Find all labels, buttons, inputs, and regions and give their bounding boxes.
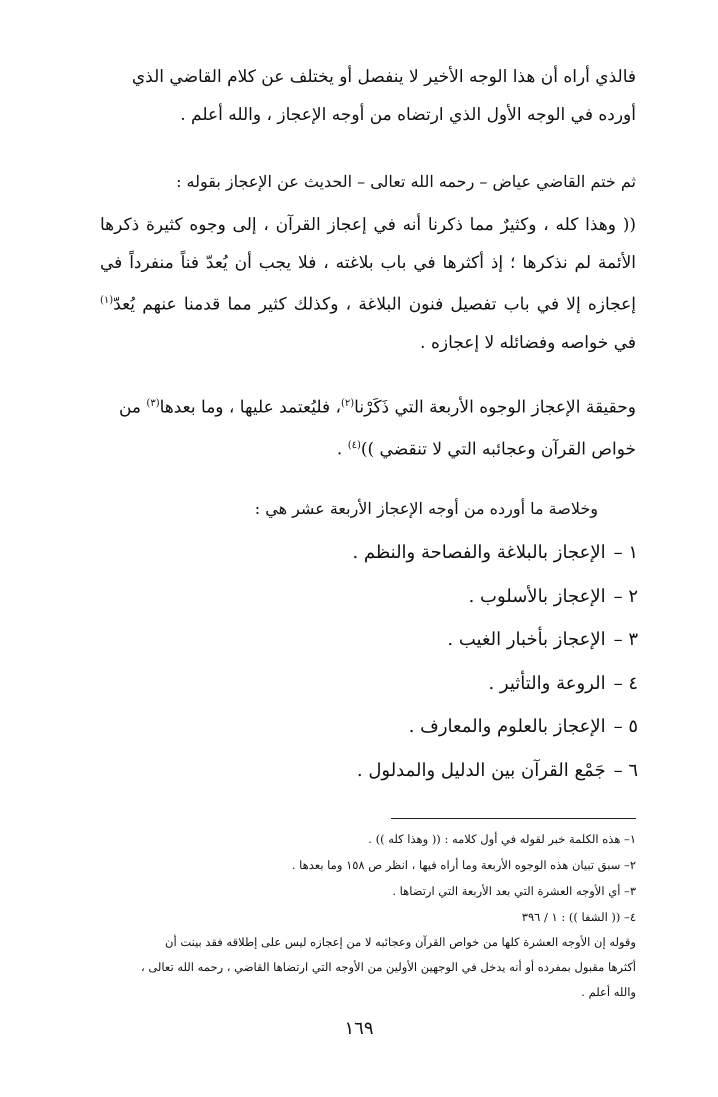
quote-paragraph-1 — [100, 206, 636, 362]
quote-1-text: (( وهذا كله ، وكثيرٌ مما ذكرنا أنه في إعجاز القرآن ، إلى وجوه كثيرة ذكرها الأئمة لم نذكرها ؛ إذ أكثرها في باب بلاغته ، فلا يجب أن يُعدّ فناً منفرداً في إعجازه إلا في باب تفصيل فنون البلاغة ، وكذلك كثير مما قدمنا عنهم يُعدّ — [100, 215, 636, 315]
list-item-text: الإعجاز بالأسلوب . — [468, 585, 606, 607]
footnote-ref-4: (٤) — [347, 439, 361, 451]
quote-2-part-a: وحقيقة الإعجاز الوجوه الأربعة التي ذَكَرْنا — [354, 397, 636, 418]
summary-intro: وخلاصة ما أورده من أوجه الإعجاز الأربعة عشر هي : — [254, 499, 598, 518]
footnotes-section — [90, 826, 636, 1005]
list-item-number: ٥ – — [613, 716, 638, 737]
list-item — [100, 579, 638, 623]
footnote-4: ٤– (( الشفا )) : ١ / ٣٩٦ — [521, 910, 636, 924]
quote-2-part-c: من خواص القرآن وعجائبه التي لا تنقضي )) — [118, 397, 636, 460]
list-item-number: ٦ – — [613, 759, 638, 781]
list-item-text: جَمْع القرآن بين الدليل والمدلول . — [356, 759, 606, 781]
footnote-continuation-line: أكثرها مقبول بمفرده أو أنه يدخل في الوجهين الأولين من الأوجه التي ارتضاها القاضي ، رحمه الله تعالى ، — [140, 960, 636, 974]
list-item-number: ٢ – — [613, 585, 638, 607]
miracle-aspects-list — [100, 535, 638, 796]
list-item-text: الإعجاز بالبلاغة والفصاحة والنظم . — [352, 542, 606, 563]
list-item-text: الروعة والتأثير . — [488, 672, 606, 694]
list-item — [100, 709, 638, 753]
list-item — [100, 753, 638, 797]
footnote-ref-2: (٢) — [340, 398, 355, 409]
quote-paragraph-2 — [100, 385, 636, 468]
quote-1-end: في خواصه وفضائله لا إعجازه . — [420, 332, 636, 353]
footnote-divider — [391, 818, 636, 819]
footnote-ref-1: (١) — [100, 295, 114, 306]
list-item-number: ٤ – — [613, 672, 638, 694]
footnote-continuation-line: والله أعلم . — [581, 985, 636, 999]
list-item-text: الإعجاز بأخبار الغيب . — [447, 629, 606, 650]
list-item — [100, 535, 638, 579]
paragraph-intro-quote: ثم ختم القاضي عياض – رحمه الله تعالى – الحديث عن الإعجاز بقوله : — [176, 172, 636, 191]
quote-2-part-d: . — [336, 439, 348, 460]
list-item — [100, 622, 638, 666]
list-item-number: ٣ – — [613, 629, 638, 650]
page-number: ١٦٩ — [344, 1018, 374, 1039]
footnote-continuation-line: وقوله إن الأوجه العشرة كلها من خواص القرآن وعجائبه لا من إعجازه ليس على إطلاقه فقد بينت أن — [165, 935, 636, 949]
list-item-text: الإعجاز بالعلوم والمعارف . — [408, 716, 606, 737]
paragraph-opinion: فالذي أراه أن هذا الوجه الأخير لا ينفصل أو يختلف عن كلام القاضي الذي أورده في الوجه الأول الذي ارتضاه من أوجه الإعجاز ، والله أعلم . — [131, 67, 636, 125]
footnote-1: ١– هذه الكلمة خبر لقوله في أول كلامه : (( وهذا كله )) . — [368, 832, 636, 846]
quote-2-part-b: ، فليُعتمد عليها ، وما بعدها — [159, 397, 341, 418]
list-item — [100, 666, 638, 710]
footnote-ref-3: (٣) — [146, 398, 160, 409]
list-item-number: ١ – — [613, 542, 638, 563]
footnote-3: ٣– أي الأوجه العشرة التي بعد الأربعة التي ارتضاها . — [392, 884, 636, 898]
footnote-2: ٢– سبق تبيان هذه الوجوه الأربعة وما أراه فيها ، انظر ص ١٥٨ وما بعدها . — [291, 858, 636, 872]
